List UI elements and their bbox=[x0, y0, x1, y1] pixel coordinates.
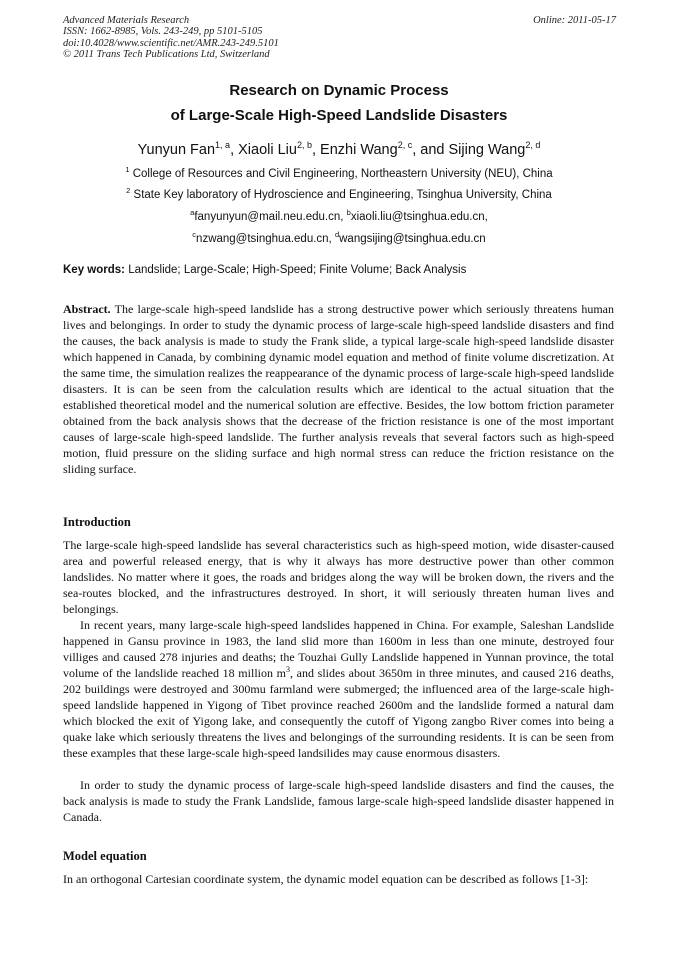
keywords-label: Key words: bbox=[63, 264, 125, 276]
intro-paragraph-3: In order to study the dynamic process of large-scale high-speed landslide disasters and find the causes, the back analysis is made to study the Frank Landslide, famous large-scale high-speed landslide disaster happened in Canada. bbox=[63, 778, 614, 824]
copyright-line: © 2011 Trans Tech Publications Ltd, Switzerland bbox=[63, 48, 270, 60]
journal-header bbox=[63, 15, 279, 60]
author-3: Enzhi Wang$^{2, c}$, and bbox=[320, 140, 449, 158]
email-line-2: $^c$nzwang@tsinghua.edu.cn, $^d$wangsijing@tsinghua.edu.cn bbox=[192, 230, 486, 245]
affiliation-1: $^1$ College of Resources and Civil Engineering, Northeastern University (NEU), China bbox=[125, 165, 553, 180]
issn-line: ISSN: 1662-8985, Vols. 243-249, pp 5101-5105 bbox=[63, 26, 263, 38]
author-1: Yunyun Fan$^{1, a}$, bbox=[137, 140, 239, 158]
section-heading-model-equation: Model equation bbox=[63, 849, 147, 863]
intro-paragraph-2: In recent years, many large-scale high-speed landslides happened in China. For example, Saleshan Landslide happened in Gansu province in 1983, the land slid more than 1600m in less than one minute, destroyed four villiges and caused 278 injuries and deaths; the Touzhai Gully Landslide happened in Yunnan province, the total volume of the landslide reached 18 million $m^3$, and slides about 3650m in three minutes, and caused 216 deaths, 202 buildings were destroyed and 300mu farmland were submerged; the influenced area of the large-scale high-speed landslide happened in Yigong of Tibet province reached 2600m and the landslide formed a natural dam which blocked the exit of Yigong lake, and consequently the cutoff of Yigong zangbo River comes into being a quake lake which seriously threatens the lives and belongings of the surrounding residents. It is can be seen from these examples that these large-scale high-speed landsilides may cause enormous disasters. bbox=[63, 618, 614, 760]
title-line-2: of Large-Scale High-Speed Landslide Disasters bbox=[170, 107, 508, 124]
intro-paragraph-1: The large-scale high-speed landslide has several characteristics such as high-speed motion, wide disaster-caused area and powerful released energy, that is why it always has more destructive power than other common landslides. No matter where it goes, the roads and bridges along the way will be broken down, the rivers and the sea-routes blocked, and the infrastructures destroyed. In short, it will seriously threaten human lives and belongings. bbox=[63, 538, 614, 616]
journal-name: Advanced Materials Research bbox=[63, 15, 190, 26]
abstract-text: The large-scale high-speed landslide has a strong destructive power which seriously threatens human lives and belongings. In order to study the dynamic process of large-scale high-speed landslide disasters and find the causes, the back analysis is made to study the Frank slide, a typical large-scale high-speed landslide disaster which happened in Canada, by combining dynamic model equation and method of finite volume discretization. At the same time, the simulation realizes the reappearance of the dynamic process of large-scale high-speed landslide disasters. It is can be seen from the calculation results which are identical to the actual situation that the established theoretical model and the numerical solution are effective. Besides, the low bottom friction parameter obtained from the back analysis shows that the decrease of the friction resistance is one of the most important causes of large-scale high-speed landslide. The further analysis reveals that several factors such as high-speed motion, fluid pressure on the sliding surface and high normal stress can reduce the friction resistance on the sliding surface. bbox=[63, 302, 614, 476]
author-list bbox=[0, 140, 678, 158]
author-4: Sijing Wang$^{2, d}$ bbox=[448, 140, 541, 158]
abstract bbox=[63, 301, 614, 477]
abstract-label: Abstract. bbox=[63, 302, 111, 316]
online-date: Online: 2011-05-17 bbox=[533, 15, 616, 26]
email-line-1: $^a$fanyunyun@mail.neu.edu.cn, $^b$xiaoli.liu@tsinghua.edu.cn, bbox=[190, 208, 488, 223]
model-paragraph-1: In an orthogonal Cartesian coordinate system, the dynamic model equation can be described as follows [1-3]: bbox=[63, 872, 589, 886]
doi-line: doi:10.4028/www.scientific.net/AMR.243-249.5101 bbox=[63, 37, 279, 49]
affiliation-2: $^2$ State Key laboratory of Hydroscience and Engineering, Tsinghua University, China bbox=[126, 186, 552, 201]
section-heading-introduction: Introduction bbox=[63, 515, 131, 529]
keywords-text: Landslide; Large-Scale; High-Speed; Finite Volume; Back Analysis bbox=[125, 264, 467, 276]
author-2: Xiaoli Liu$^{2, b}$, bbox=[238, 140, 321, 158]
title-line-1: Research on Dynamic Process bbox=[229, 82, 449, 99]
keywords bbox=[63, 264, 466, 276]
